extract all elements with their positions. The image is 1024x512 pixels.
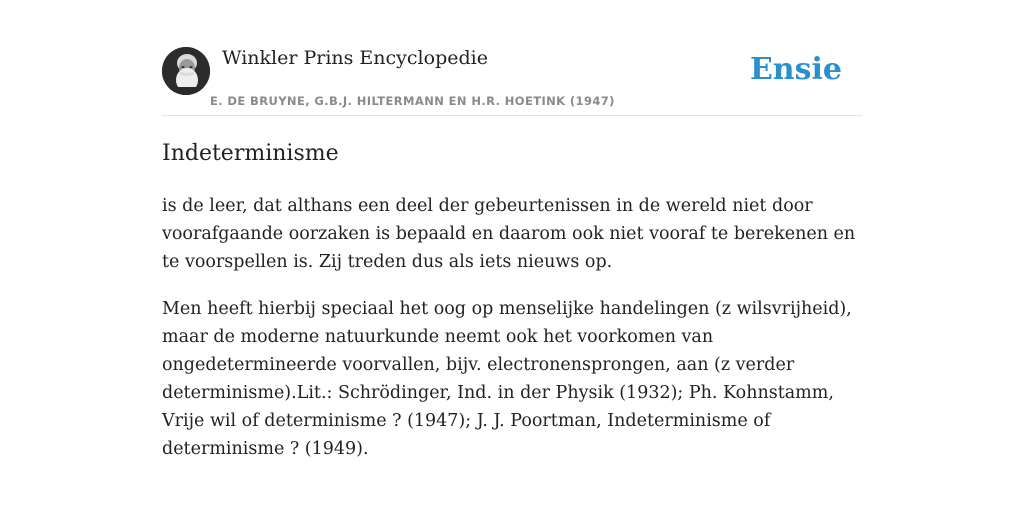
article xyxy=(162,138,862,463)
article-paragraph: Men heeft hierbij speciaal het oog op menselijke handelingen (z wilsvrijheid), maar de moderne natuurkunde neemt ook het voorkomen van ongedetermineerde voorvallen, bijv. electronensprongen, aan (z verder determinisme).Lit.: Schrödinger, Ind. in der Physik (1932); Ph. Kohnstamm, Vrije wil of determinisme ? (1947); J. J. Poortman, Indeterminisme of determinisme ? (1949). xyxy=(162,299,852,459)
authors-line: E. DE BRUYNE, G.B.J. HILTERMANN EN H.R. HOETINK (1947) xyxy=(210,94,615,108)
article-title: Indeterminisme xyxy=(162,141,339,166)
site-title[interactable]: Winkler Prins Encyclopedie xyxy=(222,47,488,69)
brand-logo-link[interactable]: Ensie xyxy=(749,52,842,87)
header xyxy=(162,44,862,116)
article-paragraph: is de leer, dat althans een deel der gebeurtenissen in de wereld niet door voorafgaande oorzaken is bepaald en daarom ook niet vooraf te berekenen en te voorspellen is. Zij treden dus als iets nieuws op. xyxy=(162,196,856,272)
author-avatar-icon xyxy=(162,47,210,95)
